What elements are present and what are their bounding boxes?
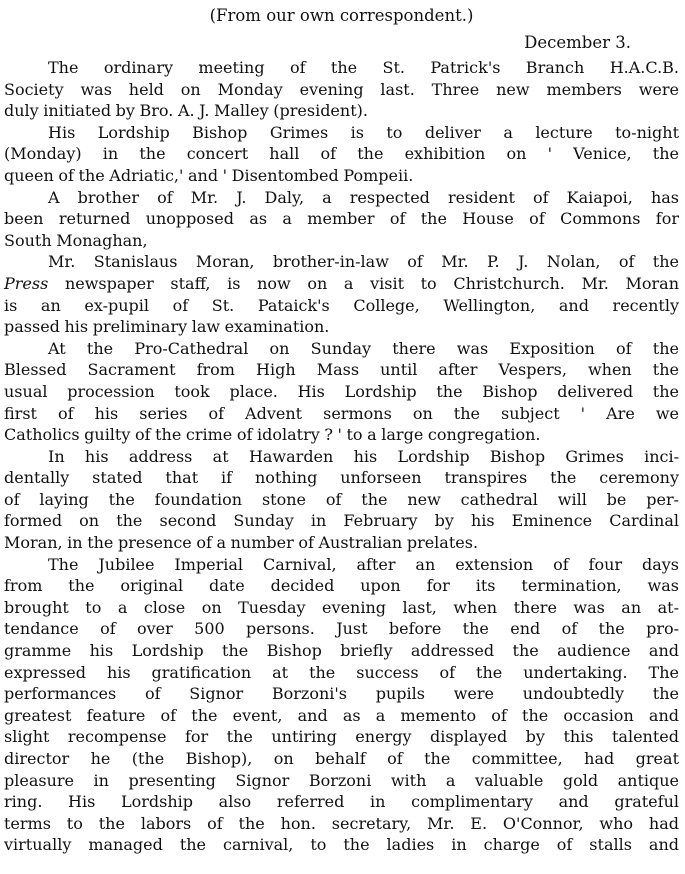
text-segment: brought to a close on Tuesday evening last, when there was an at-: [4, 597, 679, 617]
text-segment: performances of Signor Borzoni's pupils were undoubtedly the: [4, 684, 679, 704]
paragraph: [4, 251, 679, 337]
text-segment: In his address at Hawarden his Lordship Bishop Grimes inci-: [48, 446, 679, 466]
text-segment: At the Pro-Cathedral on Sunday there was Exposition of the: [48, 338, 679, 358]
text-line: [4, 618, 679, 640]
text-line: [4, 575, 679, 597]
text-line: [4, 640, 679, 662]
text-line: [4, 683, 679, 705]
text-segment: virtually managed the carnival, to the ladies in charge of stalls and: [4, 835, 679, 855]
text-segment: tendance of over 500 persons. Just before the end of the pro-: [4, 619, 679, 639]
text-segment: duly initiated by Bro. A. J. Malley (president).: [4, 101, 368, 121]
text-line: [4, 79, 679, 101]
text-segment: ring. His Lordship also referred in complimentary and grateful: [4, 792, 679, 812]
text-line: [4, 143, 679, 165]
text-segment: pleasure in presenting Signor Borzoni with a valuable gold antique: [4, 770, 679, 790]
text-segment: The Jubilee Imperial Carnival, after an extension of four days: [48, 554, 679, 574]
text-segment: first of his series of Advent sermons on the subject ' Are we: [4, 403, 679, 423]
text-segment: A brother of Mr. J. Daly, a respected resident of Kaiapoi, has: [48, 187, 679, 207]
text-line: [4, 57, 679, 79]
text-line: [4, 705, 679, 727]
dateline: (From our own correspondent.): [209, 6, 474, 25]
newspaper-name: Press: [4, 273, 49, 293]
text-line: [4, 165, 679, 187]
text-segment: formed on the second Sunday in February by his Eminence Cardinal: [4, 511, 679, 531]
text-segment: from the original date decided upon for its termination, was: [4, 576, 679, 596]
text-line: [4, 834, 679, 856]
text-line: [4, 813, 679, 835]
text-line: [4, 726, 679, 748]
text-segment: Society was held on Monday evening last. Three new members were: [4, 79, 679, 99]
article-body: [4, 57, 679, 856]
text-line: [4, 251, 679, 273]
text-segment: passed his preliminary law examination.: [4, 317, 330, 337]
text-segment: Catholics guilty of the crime of idolatry ? ' to a large congregation.: [4, 425, 541, 445]
text-line: [4, 424, 679, 446]
paragraph: [4, 338, 679, 446]
text-segment: been returned unopposed as a member of the House of Commons for: [4, 209, 679, 229]
paragraph: [4, 554, 679, 856]
text-segment: director he (the Bishop), on behalf of the committee, had great: [4, 749, 679, 768]
text-line: [4, 359, 679, 381]
text-line: [4, 467, 679, 489]
text-line: [4, 208, 679, 230]
text-segment: of laying the foundation stone of the new cathedral will be per-: [4, 489, 679, 509]
text-line: [4, 510, 679, 532]
text-segment: The ordinary meeting of the St. Patrick's Branch H.A.C.B.: [48, 58, 679, 77]
text-segment: His Lordship Bishop Grimes is to deliver a lecture to-night: [48, 122, 679, 142]
text-line: [4, 381, 679, 403]
text-line: [4, 597, 679, 619]
text-segment: slight recompense for the untiring energy displayed by this talented: [4, 727, 679, 747]
text-line: [4, 295, 679, 317]
text-segment: terms to the labors of the hon. secretary, Mr. E. O'Connor, who had: [4, 813, 679, 833]
text-segment: (Monday) in the concert hall of the exhibition on ' Venice, the: [4, 144, 679, 164]
text-line: [4, 489, 679, 511]
text-segment: greatest feature of the event, and as a memento of the occasion and: [4, 705, 679, 725]
text-segment: Blessed Sacrament from High Mass until after Vespers, when the: [4, 360, 679, 380]
text-line: [4, 748, 679, 770]
text-line: [4, 316, 679, 338]
text-line: [4, 100, 679, 122]
text-line: [4, 662, 679, 684]
text-segment: South Monaghan,: [4, 230, 148, 250]
text-line: [4, 403, 679, 425]
date: December 3.: [524, 33, 631, 52]
paragraph: [4, 57, 679, 122]
text-segment: Moran, in the presence of a number of Australian prelates.: [4, 533, 479, 553]
text-line: [4, 273, 679, 295]
paragraph: [4, 446, 679, 554]
text-line: [4, 187, 679, 209]
text-segment: Mr. Stanislaus Moran, brother-in-law of Mr. P. J. Nolan, of the: [48, 252, 679, 272]
text-line: [4, 446, 679, 468]
text-segment: expressed his gratification at the success of the undertaking. The: [4, 662, 679, 682]
text-segment: gramme his Lordship the Bishop briefly addressed the audience and: [4, 641, 679, 661]
text-line: [4, 554, 679, 576]
text-line: [4, 791, 679, 813]
text-line: [4, 122, 679, 144]
text-segment: usual procession took place. His Lordship the Bishop delivered the: [4, 381, 679, 401]
text-segment: newspaper staff, is now on a visit to Christchurch. Mr. Moran: [48, 273, 679, 293]
text-line: [4, 770, 679, 792]
text-segment: dentally stated that if nothing unforseen transpires the ceremony: [4, 468, 679, 488]
text-line: [4, 532, 679, 554]
paragraph: [4, 122, 679, 187]
text-segment: is an ex-pupil of St. Pataick's College, Wellington, and recently: [4, 295, 679, 315]
text-line: [4, 230, 679, 252]
text-line: [4, 338, 679, 360]
paragraph: [4, 187, 679, 252]
text-segment: queen of the Adriatic,' and ' Disentombed Pompeii.: [4, 165, 414, 185]
